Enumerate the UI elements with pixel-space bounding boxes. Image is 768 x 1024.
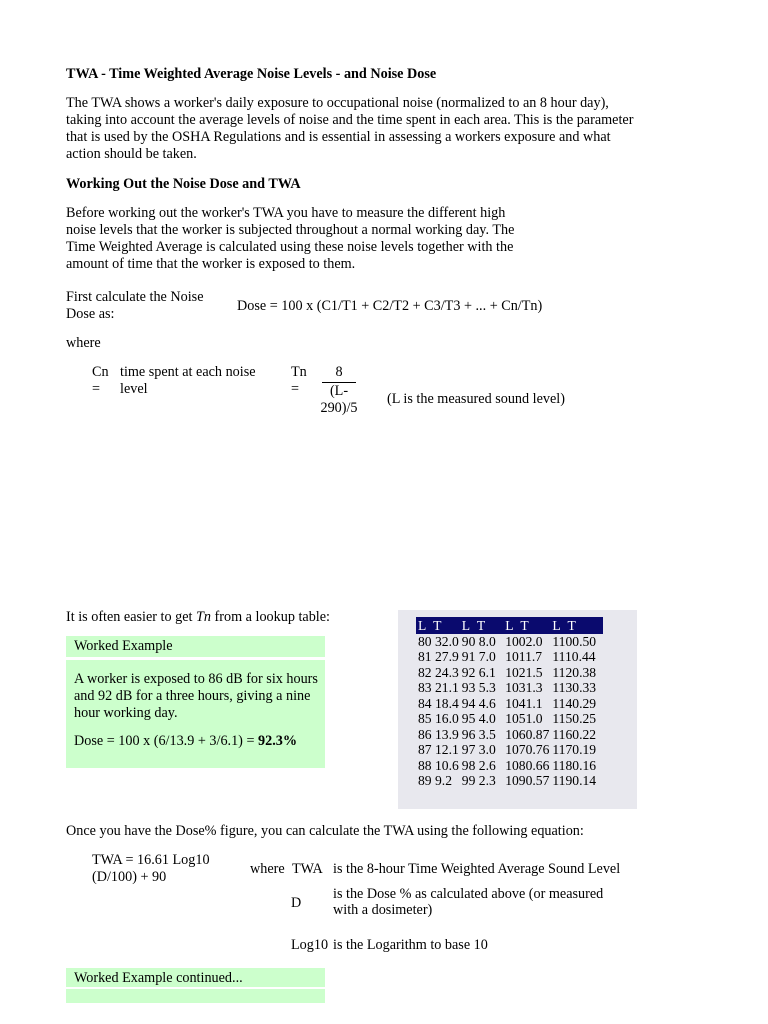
dose-intro: First calculate the Noise Dose as: (66, 289, 204, 322)
table-row (416, 680, 603, 696)
table-cell: 1041.1 (505, 695, 543, 711)
def-term-twa: TWA (292, 861, 323, 877)
tn-denominator: (L-290)/5 (320, 383, 358, 416)
table-cell: 82 24.3 (418, 664, 459, 680)
worked-example-body: A worker is exposed to 86 dB for six hours and 92 dB for a three hours, giving a nine hour working day. (74, 671, 318, 721)
worked-example-formula (66, 722, 325, 750)
def-desc-d: is the Dose % as calculated above (or measured with a dosimeter) (333, 886, 604, 918)
page-title: TWA - Time Weighted Average Noise Levels - and Noise Dose (66, 66, 437, 82)
table-row (416, 649, 603, 665)
header-cell: L T (416, 617, 462, 634)
tn-note: (L is the measured sound level) (387, 391, 565, 407)
table-cell: 81 27.9 (418, 649, 459, 664)
table-cell: 1140.29 (552, 695, 597, 711)
header-cell: L T (462, 617, 505, 634)
table-cell: 1120.38 (552, 664, 597, 680)
table-cell: 97 3.0 (461, 742, 496, 757)
lookup-table-header (416, 617, 603, 634)
table-cell: 1080.66 (505, 757, 550, 773)
table-cell: 89 9.2 (418, 773, 452, 788)
table-cell: 1002.0 (505, 633, 543, 649)
table-cell: 1150.25 (552, 711, 597, 726)
lookup-intro (66, 609, 330, 626)
twa-intro: Once you have the Dose% figure, you can calculate the TWA using the following equation: (66, 823, 584, 839)
table-cell: 98 2.6 (461, 757, 496, 773)
table-row (416, 711, 603, 727)
worked-example-header-box (66, 636, 325, 657)
table-cell: 94 4.6 (461, 695, 496, 711)
intro-paragraph: The TWA shows a worker's daily exposure to occupational noise (normalized to an 8 hour day), taking into account the average levels of noise and the time spent in each area. This is the parameter that is used by the OSHA Regulations and is essential in assessing a workers exposure and what action should be taken. (66, 95, 634, 162)
def-desc-log10: is the Logarithm to base 10 (333, 937, 488, 953)
table-cell: 1100.50 (552, 633, 597, 649)
table-cell: 83 21.1 (418, 680, 459, 695)
table-cell: 1011.7 (505, 649, 543, 664)
table-cell: 1060.87 (505, 726, 550, 742)
table-cell: 99 2.3 (461, 773, 496, 788)
table-cell: 1190.14 (552, 773, 597, 788)
tn-numerator: 8 (322, 364, 356, 383)
worked-example-continued-box (66, 968, 325, 987)
lookup-intro-after: from a lookup table: (211, 609, 330, 625)
worked-example-continued: Worked Example continued... (74, 970, 243, 986)
section-paragraph: Before working out the worker's TWA you have to measure the different high noise levels that the worker is subjected throughout a normal working day. The Time Weighted Average is calculated using these noise levels together with the amount of time that the worker is exposed to them. (66, 205, 515, 272)
table-cell: 1070.76 (505, 742, 550, 757)
table-cell: 80 32.0 (418, 633, 459, 649)
table-cell: 96 3.5 (461, 726, 496, 742)
table-cell: 1051.0 (505, 711, 543, 726)
table-cell: 88 10.6 (418, 757, 459, 773)
table-row (416, 696, 603, 712)
twa-where-label: where (250, 861, 285, 877)
table-cell: 87 12.1 (418, 742, 459, 757)
where-label: where (66, 335, 101, 351)
table-cell: 1130.33 (552, 680, 597, 695)
table-row (416, 665, 603, 681)
def-term-log10: Log10 (291, 937, 329, 953)
twa-formula: TWA = 16.61 Log10 (D/100) + 90 (92, 852, 210, 885)
worked-example-box (66, 660, 325, 768)
table-cell: 90 8.0 (461, 633, 496, 649)
table-cell: 1090.57 (505, 773, 550, 788)
worked-example-formula-prefix: Dose = 100 x (6/13.9 + 3/6.1) = (74, 733, 258, 749)
worked-example-continued-body (66, 989, 325, 1003)
table-row (416, 742, 603, 758)
cn-description: time spent at each noise level (120, 364, 256, 397)
table-cell: 91 7.0 (461, 649, 496, 664)
lookup-table-panel (398, 610, 637, 809)
table-cell: 1160.22 (552, 726, 597, 742)
table-cell: 93 5.3 (461, 680, 496, 695)
def-term-d: D (291, 895, 302, 911)
table-cell: 92 6.1 (461, 664, 496, 680)
table-cell: 85 16.0 (418, 711, 459, 726)
table-cell: 1170.19 (552, 742, 597, 757)
cn-label: Cn = (92, 364, 109, 397)
header-cell: L T (552, 617, 602, 634)
worked-example-heading: Worked Example (74, 638, 173, 654)
lookup-intro-var: Tn (196, 609, 211, 625)
lookup-intro-before: It is often easier to get (66, 609, 197, 625)
table-cell: 1021.5 (505, 664, 543, 680)
table-cell: 86 13.9 (418, 726, 459, 742)
lookup-table-body (416, 634, 603, 789)
header-cell: L T (505, 617, 552, 634)
worked-example-result: 92.3% (258, 733, 298, 749)
table-cell: 1110.44 (552, 649, 596, 664)
table-cell: 95 4.0 (461, 711, 496, 726)
dose-formula: Dose = 100 x (C1/T1 + C2/T2 + C3/T3 + ... + Cn/Tn) (237, 298, 543, 314)
tn-label: Tn = (291, 364, 307, 397)
tn-fraction (318, 364, 360, 417)
table-cell: 1180.16 (552, 757, 597, 773)
table-row (416, 758, 603, 774)
table-row (416, 634, 603, 650)
lookup-table (416, 617, 603, 789)
table-row (416, 727, 603, 743)
table-cell: 84 18.4 (418, 695, 459, 711)
section-heading: Working Out the Noise Dose and TWA (66, 176, 301, 192)
table-row (416, 773, 603, 789)
table-cell: 1031.3 (505, 680, 543, 695)
def-desc-twa: is the 8-hour Time Weighted Average Sound Level (333, 861, 621, 877)
